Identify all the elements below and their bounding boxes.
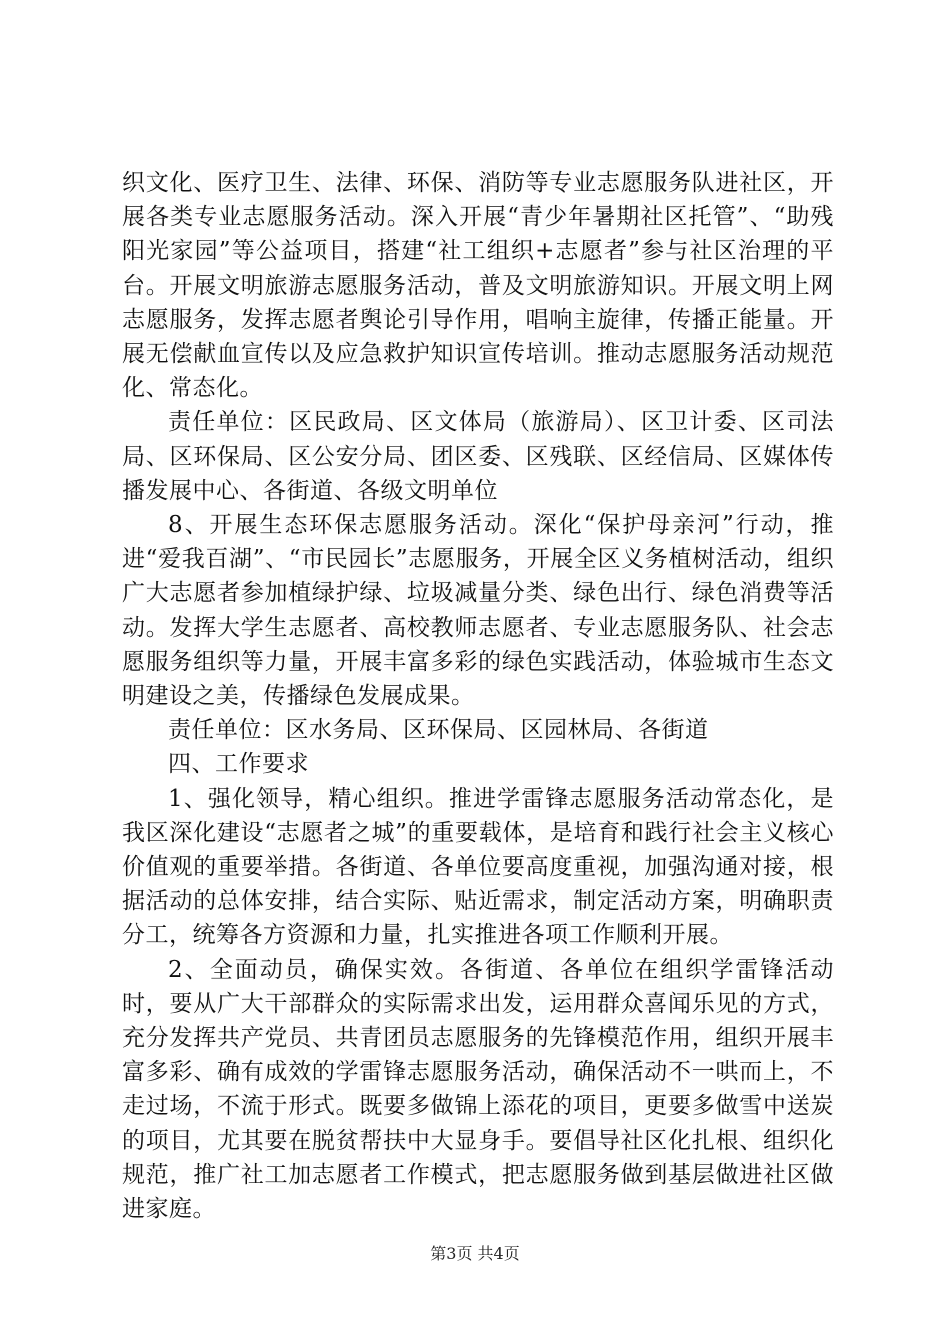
paragraph-responsible-units-8: 责任单位：区水务局、区环保局、区园林局、各街道 bbox=[168, 717, 709, 744]
paragraph-requirement-1: 1、强化领导，精心组织。推进学雷锋志愿服务活动常态化，是我区深化建设“志愿者之城”的重要载体，是培育和践行社会主义核心价值观的重要举措。各街道、各单位要高度重视，加强沟通对接，根据活动的总体安排，结合实际、贴近需求，制定活动方案，明确职责分工，统筹各方资源和力量，扎实推进各项工作顺利开展。 bbox=[122, 785, 834, 949]
paragraph-volunteer-services-continued: 织文化、医疗卫生、法律、环保、消防等专业志愿服务队进社区，开展各类专业志愿服务活动。深入开展“青少年暑期社区托管”、“助残阳光家园”等公益项目，搭建“社工组织+志愿者”参与社区治理的平台。开展文明旅游志愿服务活动，普及文明旅游知识。开展文明上网志愿服务，发挥志愿者舆论引导作用，唱响主旋律，传播正能量。开展无偿献血宣传以及应急救护知识宣传培训。推动志愿服务活动规范化、常态化。 bbox=[122, 170, 834, 402]
document-body bbox=[122, 166, 834, 1226]
paragraph-item-8-eco-volunteering: 8、开展生态环保志愿服务活动。深化“保护母亲河”行动，推进“爱我百湖”、“市民园长”志愿服务，开展全区义务植树活动，组织广大志愿者参加植绿护绿、垃圾减量分类、绿色出行、绿色消费等活动。发挥大学生志愿者、高校教师志愿者、专业志愿服务队、社会志愿服务组织等力量，开展丰富多彩的绿色实践活动，体验城市生态文明建设之美，传播绿色发展成果。 bbox=[122, 512, 834, 710]
page-number-footer: 第3页 共4页 bbox=[430, 1244, 520, 1263]
paragraph-requirement-2: 2、全面动员，确保实效。各街道、各单位在组织学雷锋活动时，要从广大干部群众的实际需求出发，运用群众喜闻乐见的方式，充分发挥共产党员、共青团员志愿服务的先锋模范作用，组织开展丰富多彩、确有成效的学雷锋志愿服务活动，确保活动不一哄而上，不走过场，不流于形式。既要多做锦上添花的项目，更要多做雪中送炭的项目，尤其要在脱贫帮扶中大显身手。要倡导社区化扎根、组织化规范，推广社工加志愿者工作模式，把志愿服务做到基层做进社区做进家庭。 bbox=[122, 956, 834, 1223]
section-heading-work-requirements: 四、工作要求 bbox=[168, 751, 309, 778]
paragraph-responsible-units-7: 责任单位：区民政局、区文体局（旅游局）、区卫计委、区司法局、区环保局、区公安分局、团区委、区残联、区经信局、区媒体传播发展中心、各街道、各级文明单位 bbox=[122, 409, 834, 504]
